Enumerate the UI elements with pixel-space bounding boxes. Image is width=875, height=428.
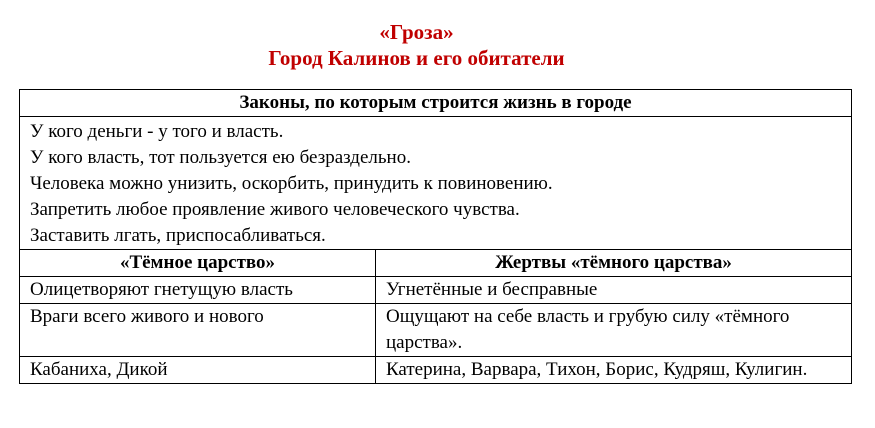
content-table [19, 89, 852, 384]
table-row [20, 304, 852, 357]
law-item: У кого деньги - у того и власть. [30, 121, 284, 142]
table-row [20, 357, 852, 384]
laws-header-row [20, 90, 852, 117]
law-item: Человека можно унизить, оскорбить, принудить к повиновению. [30, 173, 553, 194]
table-cell: Кабаниха, Дикой [20, 357, 376, 384]
law-item: Запретить любое проявление живого человеческого чувства. [30, 199, 520, 220]
column-header-dark-kingdom: «Тёмное царство» [20, 250, 376, 277]
law-item: Заставить лгать, приспосабливаться. [30, 225, 326, 246]
laws-row [20, 117, 852, 250]
laws-list [20, 117, 852, 250]
table-cell: Олицетворяют гнетущую власть [20, 277, 376, 304]
law-item: У кого власть, тот пользуется ею безраздельно. [30, 147, 411, 168]
table-cell: Угнетённые и бесправные [376, 277, 852, 304]
laws-header: Законы, по которым строится жизнь в городе [20, 90, 852, 117]
document-title: «Гроза» [379, 20, 454, 44]
column-header-victims: Жертвы «тёмного царства» [376, 250, 852, 277]
document-subtitle: Город Калинов и его обитатели [268, 46, 565, 70]
table-row [20, 277, 852, 304]
table-cell: Враги всего живого и нового [20, 304, 376, 357]
column-header-row [20, 250, 852, 277]
table-cell: Катерина, Варвара, Тихон, Борис, Кудряш, Кулигин. [376, 357, 852, 384]
table-cell: Ощущают на себе власть и грубую силу «тёмного царства». [376, 304, 852, 357]
